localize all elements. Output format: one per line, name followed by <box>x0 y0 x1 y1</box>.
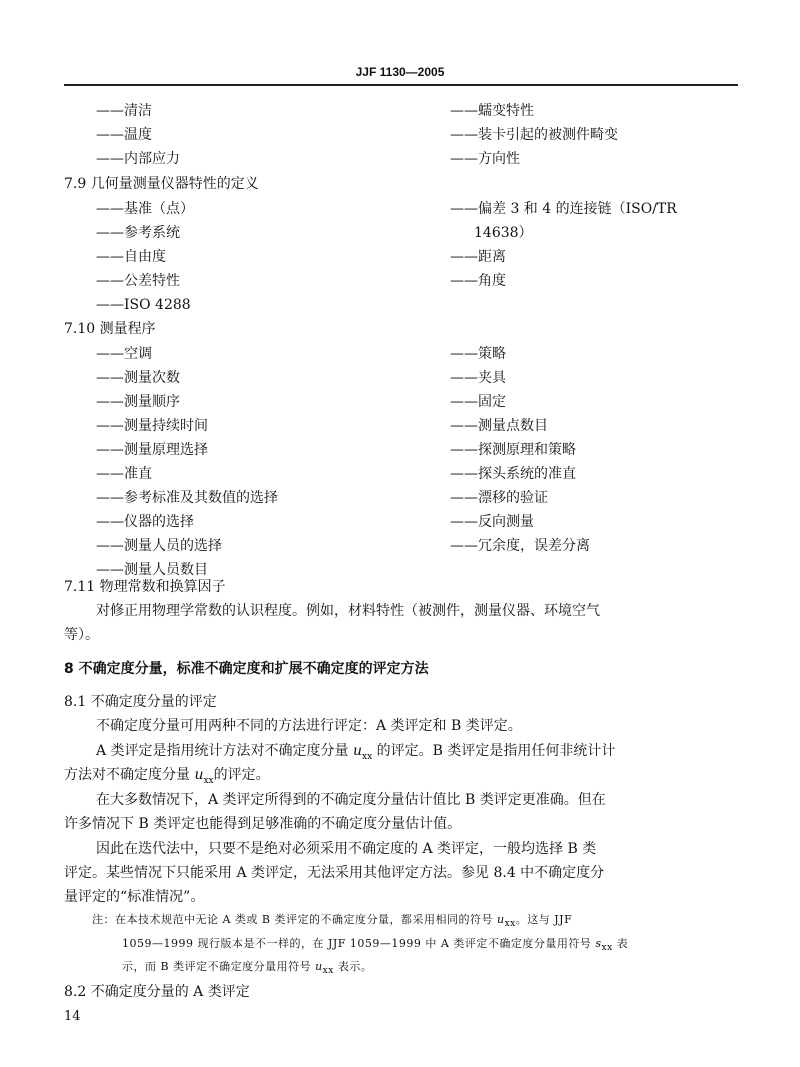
list-item: ——固定 <box>450 394 506 410</box>
paragraph-line: 不确定度分量可用两种不同的方法进行评定：A 类评定和 B 类评定。 <box>96 718 522 734</box>
header-rule <box>64 84 738 86</box>
section-heading-8-1: 8.1 不确定度分量的评定 <box>64 694 217 710</box>
list-item: ——探头系统的准直 <box>450 466 576 482</box>
section-heading-8-2: 8.2 不确定度分量的 A 类评定 <box>64 984 250 1000</box>
list-item: ——ISO 4288 <box>96 297 191 313</box>
list-item: ——策略 <box>450 346 506 362</box>
section-heading-7-9: 7.9 几何量测量仪器特性的定义 <box>64 176 259 192</box>
list-item: ——基准（点） <box>96 201 194 217</box>
list-item: ——测量点数目 <box>450 418 548 434</box>
list-item: ——探测原理和策略 <box>450 442 576 458</box>
paragraph-line: 许多情况下 B 类评定也能得到足够准确的不确定度分量估计值。 <box>64 816 462 832</box>
list-item: ——温度 <box>96 127 152 143</box>
note-line: 1059—1999 现行版本是不一样的，在 JJF 1059—1999 中 A 类评定不确定度分量用符号 $s_{xx}$ 表 <box>122 937 629 954</box>
list-item: ——参考标准及其数值的选择 <box>96 490 278 506</box>
paragraph-line: 因此在迭代法中，只要不是绝对必须采用不确定度的 A 类评定，一般均选择 B 类 <box>96 841 597 857</box>
list-item: ——测量人员的选择 <box>96 538 222 554</box>
paragraph-line: 等）。 <box>64 627 99 643</box>
list-item: ——夹具 <box>450 370 506 386</box>
list-item: ——公差特性 <box>96 273 180 289</box>
list-item: ——自由度 <box>96 249 166 265</box>
paragraph-line: 评定。某些情况下只能采用 A 类评定，无法采用其他评定方法。参见 8.4 中不确定度分 <box>64 865 605 881</box>
list-item: ——测量持续时间 <box>96 418 208 434</box>
paragraph-line: 量评定的“标准情况”。 <box>64 889 205 905</box>
list-item: ——方向性 <box>450 151 520 167</box>
list-item: ——漂移的验证 <box>450 490 548 506</box>
list-item: ——清洁 <box>96 103 152 119</box>
page-header: JJF 1130—2005 <box>355 65 445 79</box>
section-heading-7-10: 7.10 测量程序 <box>64 321 156 337</box>
list-item: ——准直 <box>96 466 152 482</box>
page-number: 14 <box>64 1009 81 1024</box>
list-item: ——偏差 3 和 4 的连接链（ISO/TR <box>450 201 677 217</box>
list-item: ——角度 <box>450 273 506 289</box>
paragraph-line: 方法对不确定度分量 $u_{xx}$的评定。 <box>64 767 270 786</box>
list-item: ——蠕变特性 <box>450 103 534 119</box>
list-item: ——反向测量 <box>450 514 534 530</box>
list-item: ——距离 <box>450 249 506 265</box>
section-heading-7-11: 7.11 物理常数和换算因子 <box>64 579 226 595</box>
list-item: 14638） <box>474 225 533 241</box>
paragraph-line: 在大多数情况下，A 类评定所得到的不确定度分量估计值比 B 类评定更准确。但在 <box>96 792 606 808</box>
list-item: ——仪器的选择 <box>96 514 194 530</box>
list-item: ——测量原理选择 <box>96 442 208 458</box>
list-item: ——测量顺序 <box>96 394 180 410</box>
list-item: ——测量次数 <box>96 370 180 386</box>
list-item: ——内部应力 <box>96 151 180 167</box>
list-item: ——测量人员数目 <box>96 562 208 578</box>
list-item: ——装卡引起的被测件畸变 <box>450 127 618 143</box>
list-item: ——空调 <box>96 346 152 362</box>
section-heading-8: 8 不确定度分量，标准不确定度和扩展不确定度的评定方法 <box>64 661 429 677</box>
paragraph-line: A 类评定是指用统计方法对不确定度分量 $u_{xx}$ 的评定。B 类评定是指用任何非统计计 <box>96 743 616 762</box>
note-line: 注：在本技术规范中无论 A 类或 B 类评定的不确定度分量，都采用相同的符号 $u_{xx}$。这与 JJF <box>92 913 573 930</box>
paragraph-line: 对修正用物理学常数的认识程度。例如，材料特性（被测件，测量仪器、环境空气 <box>96 603 600 619</box>
note-line: 示，而 B 类评定不确定度分量用符号 $u_{xx}$ 表示。 <box>122 960 373 977</box>
list-item: ——冗余度，误差分离 <box>450 538 590 554</box>
list-item: ——参考系统 <box>96 225 180 241</box>
